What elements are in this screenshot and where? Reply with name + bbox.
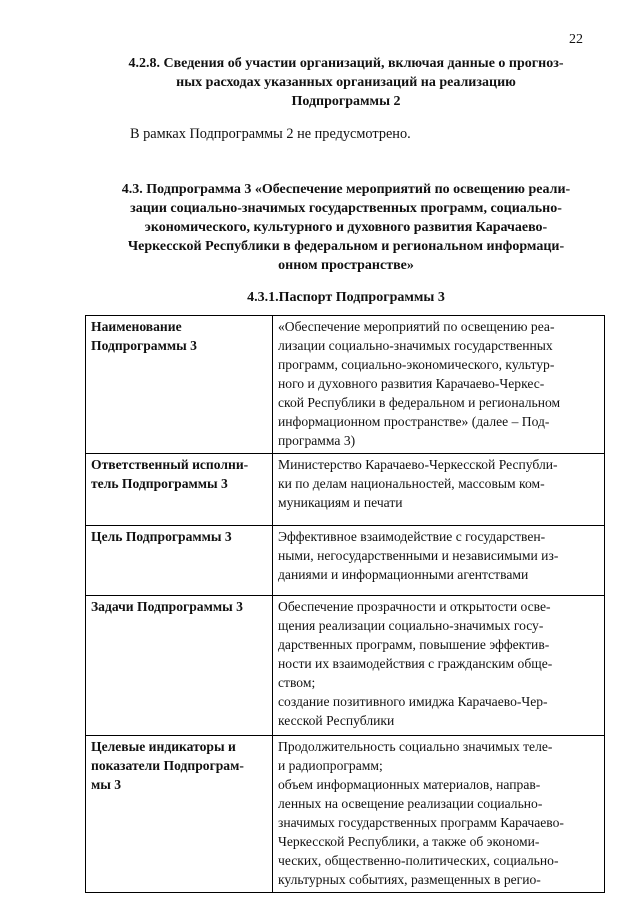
row-label xyxy=(86,736,273,893)
value-line: ской Республики в федеральном и региональном xyxy=(278,395,561,410)
value-line: создание позитивного имиджа Карачаево-Чер- xyxy=(278,694,548,709)
passport-row-name xyxy=(86,316,605,454)
value-line: «Обеспечение мероприятий по освещению реа- xyxy=(278,319,555,334)
value-line: муникациям и печати xyxy=(278,495,403,510)
label-line: Задачи Подпрограммы 3 xyxy=(91,599,243,614)
value-line: дарственных программ, повышение эффектив- xyxy=(278,637,550,652)
value-line: программа 3) xyxy=(278,433,356,448)
label-line: Целевые индикаторы и xyxy=(91,739,236,754)
passport-row-goal xyxy=(86,526,605,596)
heading-line: Подпрограммы 2 xyxy=(291,94,401,109)
section-4-2-8-heading xyxy=(95,54,597,111)
value-line: даниями и информационными агентствами xyxy=(278,567,529,582)
label-line: Ответственный исполни- xyxy=(91,457,249,472)
row-label xyxy=(86,526,273,596)
row-value xyxy=(273,736,605,893)
value-line: лизации социально-значимых государственных xyxy=(278,338,553,353)
value-line: и радиопрограмм; xyxy=(278,758,383,773)
heading-line: ных расходах указанных организаций на реализацию xyxy=(176,75,516,90)
heading-line: зации социально-значимых государственных программ, социально- xyxy=(130,201,562,216)
value-line: щения реализации социально-значимых госу- xyxy=(278,618,544,633)
section-4-3-heading xyxy=(95,180,597,275)
value-line: Черкесской Республики, а также об экономи- xyxy=(278,834,540,849)
passport-table xyxy=(85,315,605,893)
value-line: ленных на освещение реализации социально- xyxy=(278,796,543,811)
value-line: значимых государственных программ Карачаево- xyxy=(278,815,564,830)
value-line: ности их взаимодействия с гражданским обще- xyxy=(278,656,553,671)
value-line: ными, негосударственными и независимыми из- xyxy=(278,548,559,563)
value-line: кесской Республики xyxy=(278,713,395,728)
heading-line: 4.2.8. Сведения об участии организаций, включая данные о прогноз- xyxy=(128,56,564,71)
heading-line: Черкесской Республики в федеральном и региональном информаци- xyxy=(127,239,565,254)
value-line: Министерство Карачаево-Черкесской Республи- xyxy=(278,457,558,472)
heading-line: 4.3. Подпрограмма 3 «Обеспечение мероприятий по освещению реали- xyxy=(121,182,571,197)
label-line: показатели Подпрограм- xyxy=(91,758,244,773)
value-line: ством; xyxy=(278,675,316,690)
value-line: Эффективное взаимодействие с государствен- xyxy=(278,529,546,544)
row-value xyxy=(273,526,605,596)
row-label xyxy=(86,316,273,454)
value-line: информационном пространстве» (далее – Под- xyxy=(278,414,550,429)
label-line: мы 3 xyxy=(91,777,122,792)
row-value xyxy=(273,596,605,736)
section-4-3-1-heading: 4.3.1.Паспорт Подпрограммы 3 xyxy=(247,290,445,305)
passport-row-tasks xyxy=(86,596,605,736)
value-line: ного и духовного развития Карачаево-Черкес- xyxy=(278,376,545,391)
value-line: культурных событиях, размещенных в регио- xyxy=(278,872,541,887)
label-line: Цель Подпрограммы 3 xyxy=(91,529,232,544)
row-value xyxy=(273,316,605,454)
row-label xyxy=(86,454,273,526)
value-line: программ, социально-экономического, культур- xyxy=(278,357,555,372)
value-line: ческих, общественно-политических, социально- xyxy=(278,853,559,868)
heading-line: экономического, культурного и духовного развития Карачаево- xyxy=(144,220,548,235)
label-line: Подпрограммы 3 xyxy=(91,338,197,353)
section-4-2-8-note: В рамках Подпрограммы 2 не предусмотрено. xyxy=(130,126,411,142)
label-line: Наименование xyxy=(91,319,182,334)
row-label xyxy=(86,596,273,736)
heading-line: онном пространстве» xyxy=(278,258,414,273)
value-line: Обеспечение прозрачности и открытости осве- xyxy=(278,599,551,614)
value-line: объем информационных материалов, направ- xyxy=(278,777,541,792)
row-value xyxy=(273,454,605,526)
value-line: Продолжительность социально значимых теле- xyxy=(278,739,553,754)
passport-row-responsible xyxy=(86,454,605,526)
page-number: 22 xyxy=(569,32,583,47)
passport-row-indicators xyxy=(86,736,605,893)
label-line: тель Подпрограммы 3 xyxy=(91,476,228,491)
value-line: ки по делам национальностей, массовым ком- xyxy=(278,476,545,491)
